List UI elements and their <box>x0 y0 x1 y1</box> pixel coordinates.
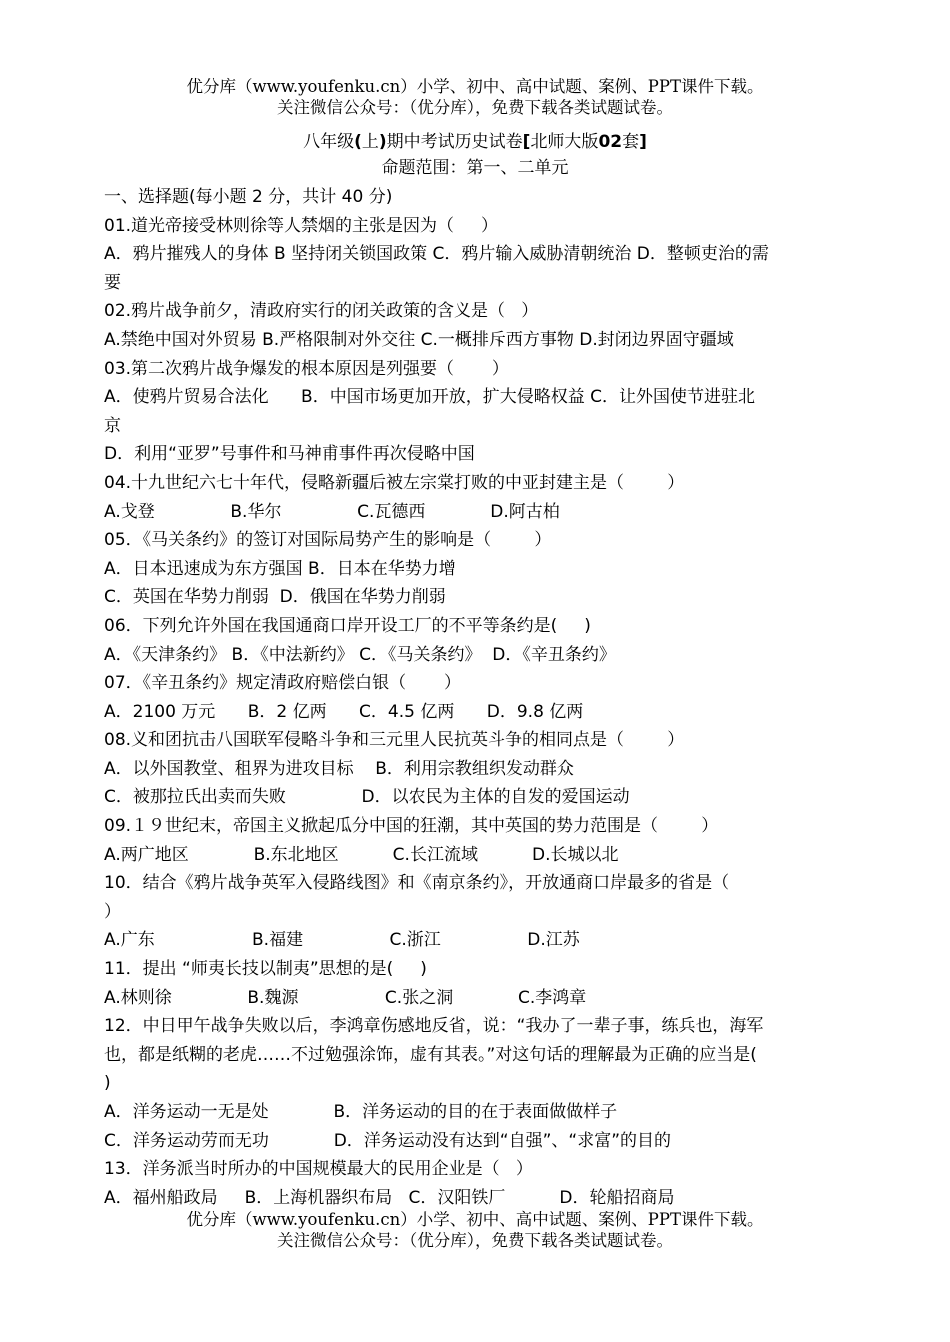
question-stem: 03.第二次鸦片战争爆发的根本原因是列强要（ ） <box>104 358 509 379</box>
question-options: A.两广地区 B.东北地区 C.长江流域 D.长城以北 <box>104 844 619 865</box>
section-heading: 一、选择题(每小题 2 分，共计 40 分) <box>104 187 393 207</box>
question-options: A．以外国教堂、租界为进攻目标 B．利用宗教组织发动群众 <box>104 758 574 779</box>
title-part: ] <box>639 132 647 152</box>
question-options: 要 <box>104 272 121 293</box>
question-options: A．福州船政局 B．上海机器织布局 C．汉阳铁厂 D．轮船招商局 <box>104 1187 675 1208</box>
question-options: A．日本迅速成为东方强国 B．日本在华势力增 <box>104 558 456 579</box>
question-stem: 13．洋务派当时所办的中国规模最大的民用企业是（ ） <box>104 1159 533 1180</box>
title-part: 北师大版 <box>530 132 599 152</box>
title-part: 期中考试历史试卷 <box>386 132 523 152</box>
header-line-2: 关注微信公众号：（优分库），免费下载各类试题试卷。 <box>277 98 673 117</box>
question-stem: 02.鸦片战争前夕，清政府实行的闭关政策的含义是（ ） <box>104 301 539 322</box>
question-options: C．英国在华势力削弱 D．俄国在华势力削弱 <box>104 587 446 608</box>
question-options: A．洋务运动一无是处 B．洋务运动的目的在于表面做做样子 <box>104 1102 618 1122</box>
question-stem: ） <box>104 901 121 922</box>
question-stem: 10．结合《鸦片战争英军入侵路线图》和《南京条约》，开放通商口岸最多的省是（ <box>104 873 730 894</box>
question-options: D．利用“亚罗”号事件和马神甫事件再次侵略中国 <box>104 444 475 465</box>
footer-line-1: 优分库（www.youfenku.cn）小学、初中、高中试题、案例、PPT课件下载。 <box>186 1210 764 1229</box>
title-part: [ <box>522 132 531 152</box>
header-line-1: 优分库（www.youfenku.cn）小学、初中、高中试题、案例、PPT课件下载。 <box>186 77 764 96</box>
title-part: 八年级 <box>303 132 355 152</box>
question-options: 京 <box>104 415 121 436</box>
footer-line-2: 关注微信公众号：（优分库），免费下载各类试题试卷。 <box>277 1231 673 1250</box>
question-options: C．洋务运动劳而无功 D．洋务运动没有达到“自强”、“求富”的目的 <box>104 1130 672 1151</box>
question-stem: 11．提出 “师夷长技以制夷”思想的是( ) <box>104 959 427 980</box>
title-part: ) <box>378 132 387 152</box>
page-subtitle: 命题范围：第一、二单元 <box>381 158 569 178</box>
question-options: A．2100 万元 B．2 亿两 C．4.5 亿两 D．9.8 亿两 <box>104 701 584 722</box>
question-options: A.林则徐 B.魏源 C.张之洞 C.李鸿章 <box>104 987 587 1008</box>
question-stem: 09.１９世纪末，帝国主义掀起瓜分中国的狂潮，其中英国的势力范围是（ ） <box>104 816 719 837</box>
title-part: 02 <box>598 132 623 152</box>
question-stem: 08.义和团抗击八国联军侵略斗争和三元里人民抗英斗争的相同点是（ ） <box>104 730 685 751</box>
question-options: A．《天津条约》 B．《中法新约》 C．《马关条约》 D．《辛丑条约》 <box>104 644 616 665</box>
question-stem: ) <box>104 1073 111 1094</box>
question-body <box>104 183 846 1212</box>
title-part: 套 <box>622 132 640 152</box>
question-stem: 12．中日甲午战争失败以后，李鸿章伤感地反省，说：“我办了一辈子事，练兵也，海军 <box>104 1016 764 1037</box>
question-stem: 06．下列允许外国在我国通商口岸开设工厂的不平等条约是( ) <box>104 615 591 636</box>
question-options: A.禁绝中国对外贸易 B.严格限制对外交往 C.一概排斥西方事物 D.封闭边界固守疆域 <box>104 329 734 350</box>
question-stem: 05．《马关条约》的签订对国际局势产生的影响是（ ） <box>104 530 552 551</box>
question-options: C．被那拉氏出卖而失败 D．以农民为主体的自发的爱国运动 <box>104 787 630 808</box>
question-stem: 也，都是纸糊的老虎……不过勉强涂饰，虚有其表。”对这句话的理解最为正确的应当是( <box>104 1044 757 1065</box>
question-stem: 01.道光帝接受林则徐等人禁烟的主张是因为（ ） <box>104 215 499 236</box>
title-part: ( <box>354 132 362 152</box>
title-part: 上 <box>361 132 379 152</box>
question-stem: 04.十九世纪六七十年代，侵略新疆后被左宗棠打败的中亚封建主是（ ） <box>104 472 685 493</box>
question-options: A．鸦片摧残人的身体 B 坚持闭关锁国政策 C．鸦片输入威胁清朝统治 D．整顿吏治的需 <box>104 244 769 265</box>
question-stem: 07．《辛丑条约》规定清政府赔偿白银（ ） <box>104 673 461 694</box>
question-options: A.戈登 B.华尔 C.瓦德西 D.阿古柏 <box>104 501 560 522</box>
question-options: A．使鸦片贸易合法化 B．中国市场更加开放，扩大侵略权益 C．让外国使节进驻北 <box>104 387 755 408</box>
page-title <box>0 131 950 153</box>
question-options: A.广东 B.福建 C.浙江 D.江苏 <box>104 930 580 951</box>
